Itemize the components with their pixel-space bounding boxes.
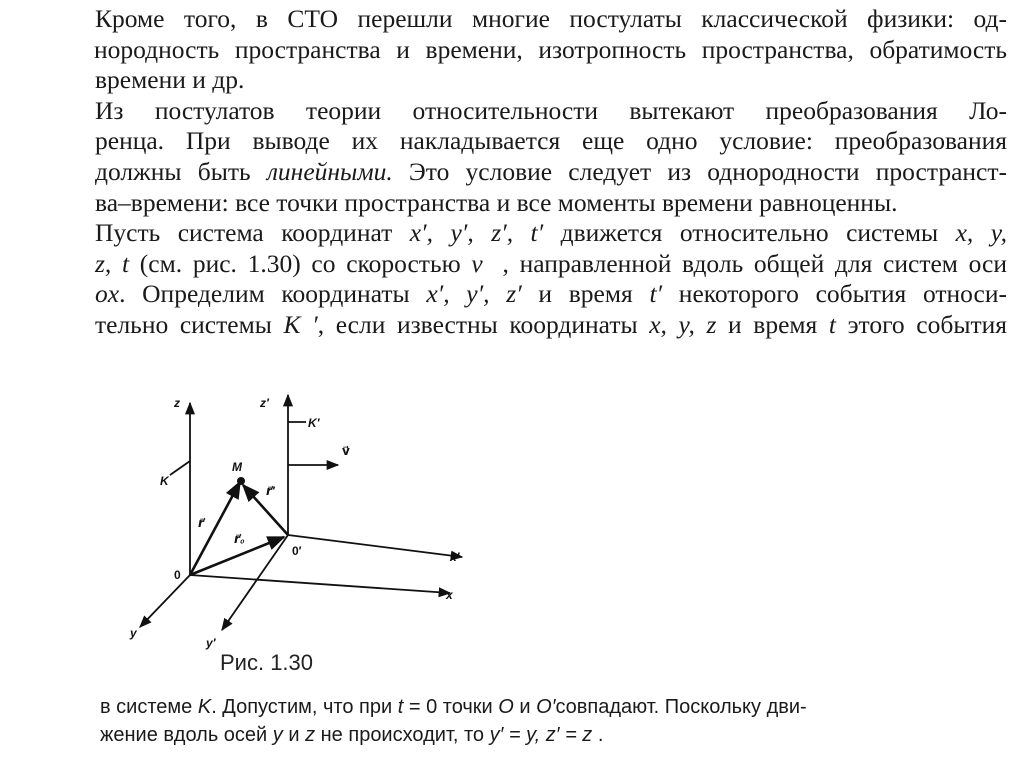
text-line (100, 721, 940, 749)
text-line: нородность пространства и времени, изотропность пространства, обратимость (94, 34, 1007, 64)
text-segment: и (513, 696, 537, 718)
text-segment: должны быть (95, 156, 267, 186)
text-segment: не происходит, то (315, 724, 490, 746)
math-variables: t (397, 696, 404, 718)
math-variables: z (305, 724, 316, 746)
label-r-prime: r⃗′ (266, 484, 275, 498)
text-line (95, 279, 1007, 310)
math-variables: z, t (95, 248, 130, 278)
math-variables: t (828, 309, 836, 339)
label-origin-prime: 0′ (292, 544, 302, 558)
text-segment: , если известны координаты (317, 309, 650, 339)
label-m: M (232, 460, 242, 474)
math-variables: x′, y′, z′, t′ (409, 218, 544, 248)
math-variables: y (272, 724, 283, 746)
label-origin: 0 (174, 568, 181, 582)
text-line: ва–времени: все точки пространства и все моменты времени равноценны. (95, 187, 898, 217)
label-y-prime: y′ (206, 636, 216, 650)
text-segment: (см. рис. 1.30) со скоростью (129, 248, 472, 278)
label-k-prime: K′ (308, 416, 320, 430)
text-segment: , направленной вдоль общей для систем оси (502, 248, 1007, 278)
text-segment: в системе (100, 696, 198, 718)
label-z: z (174, 396, 180, 410)
text-segment: . Допустим, что при (211, 696, 398, 718)
label-r0: r⃗₀ (234, 532, 245, 546)
text-line (95, 157, 1007, 188)
label-r: r⃗ (198, 516, 204, 530)
label-v: v⃗ (342, 444, 350, 458)
text-segment: движется относительно системы (543, 218, 956, 248)
text-segment: . Определим координаты (119, 279, 427, 309)
math-variables: t′ (649, 279, 663, 309)
main-text (95, 4, 1007, 341)
text-line (95, 310, 1007, 341)
label-y: y (130, 626, 137, 640)
math-variables: K ′ (283, 309, 318, 339)
label-k: K (160, 474, 169, 488)
text-line (95, 218, 1007, 249)
text-segment: и время (521, 279, 650, 309)
text-line: Из постулатов теории относительности вытекают преобразования Ло- (95, 95, 1007, 125)
label-z-prime: z′ (260, 396, 269, 410)
text-segment: некоторого события относи- (662, 279, 1008, 309)
math-variables: x′, y′, z′ (426, 279, 522, 309)
point-m (237, 477, 245, 485)
paragraph-1 (95, 4, 1007, 96)
text-segment: и время (716, 309, 829, 339)
text-segment: Пусть система координат (95, 218, 410, 248)
italic-term: линейными. (266, 156, 393, 186)
math-variables: K (197, 696, 212, 718)
text-segment: тельно системы (95, 309, 284, 339)
text-line (95, 249, 1007, 280)
text-segment: этого события (835, 309, 1008, 339)
text-line: времени и др. (95, 65, 245, 95)
text-line (100, 693, 940, 721)
math-variables: O′ (536, 696, 556, 718)
equation: y′ = y, z′ = z (489, 724, 593, 746)
math-variables: x, y, z (649, 309, 717, 339)
figure-1-30 (110, 385, 480, 675)
k-pointer (170, 461, 190, 475)
text-segment: = 0 точки (403, 696, 499, 718)
text-segment: совпадают. Поскольку дви- (555, 696, 807, 718)
y-axis (140, 575, 190, 627)
math-variables: O (498, 696, 514, 718)
coordinate-systems-diagram (110, 385, 480, 675)
text-segment: и (282, 724, 306, 746)
text-segment: Это условие следует из однородности пространст- (392, 156, 1007, 186)
continuation-text (100, 693, 940, 749)
velocity-vector: v⃗ (471, 248, 503, 278)
text-line: ренца. При выводе их накладывается еще одно условие: преобразования (95, 126, 1007, 156)
label-x-prime: x′ (450, 550, 460, 564)
x-axis (190, 575, 450, 593)
text-segment: жение вдоль осей (100, 724, 273, 746)
paragraph-3 (95, 218, 1007, 340)
paragraph-2 (95, 96, 1007, 218)
math-variables: x, y, (955, 218, 1007, 248)
text-line: Кроме того, в СТО перешли многие постулаты классической физики: од- (95, 4, 1007, 33)
label-x: x (446, 588, 453, 602)
math-variables: ox (95, 279, 120, 309)
x-prime-axis (288, 535, 462, 557)
text-segment: . (592, 724, 604, 746)
figure-caption: Рис. 1.30 (220, 650, 314, 675)
